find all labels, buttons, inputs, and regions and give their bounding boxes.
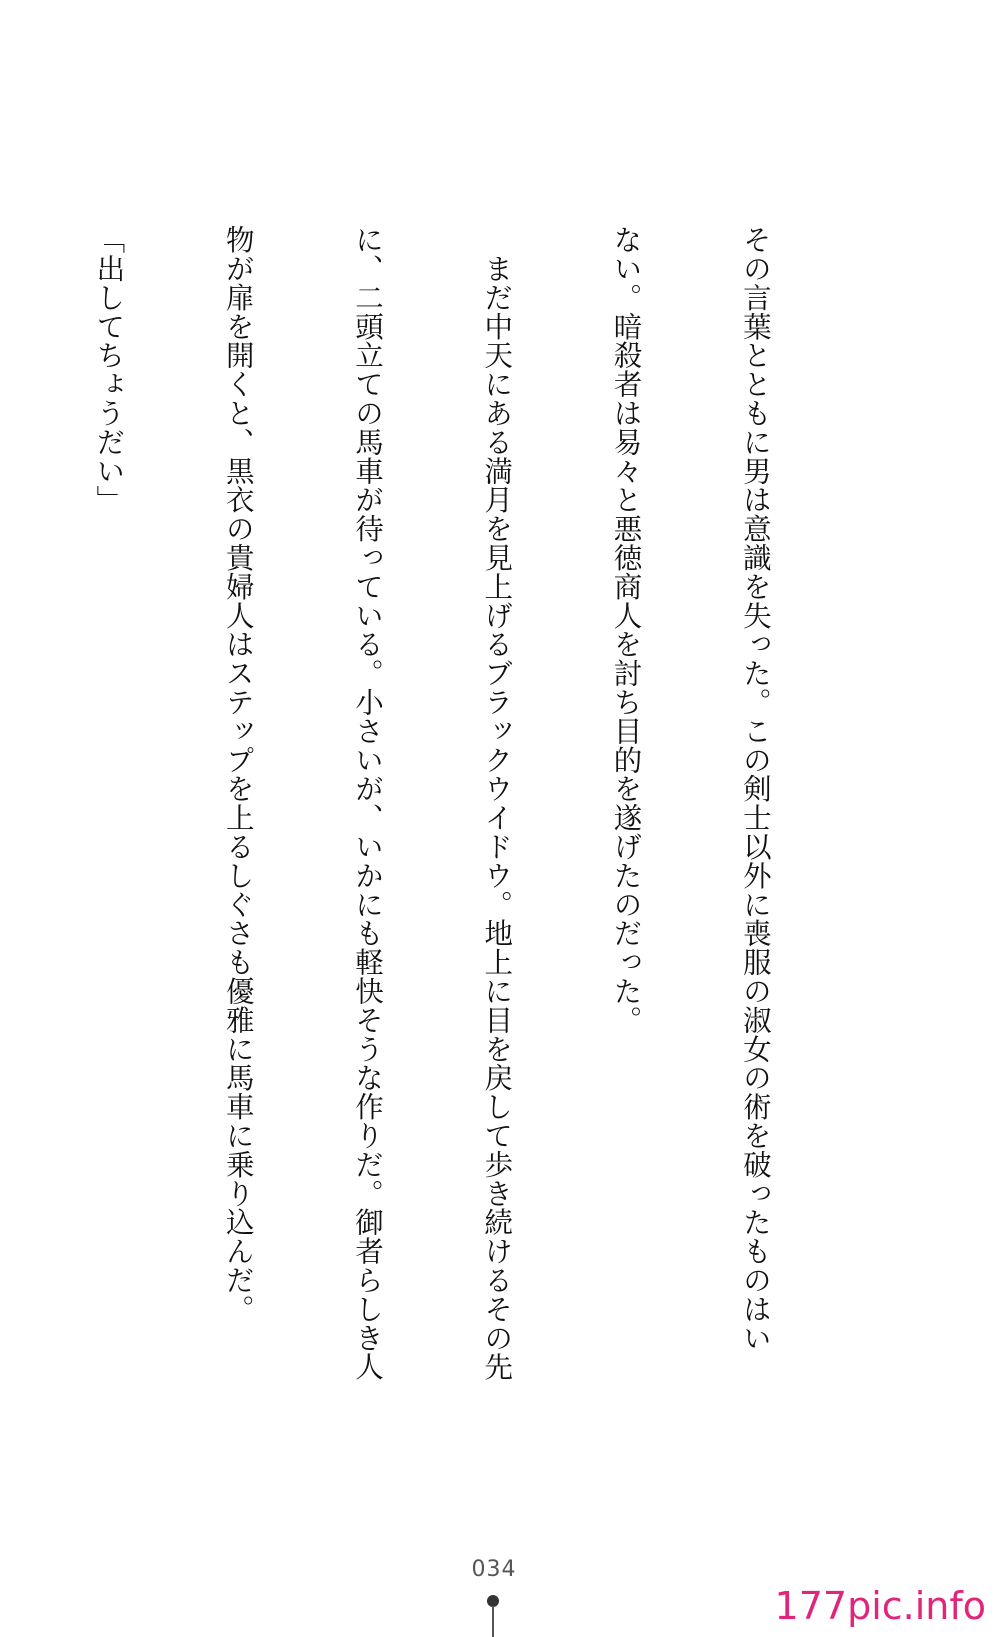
text-line: に、二頭立ての馬車が待っている。小さいが、いかにも軽快そうな作りだ。御者らしき人 — [350, 225, 384, 1381]
pin-stem — [492, 1606, 494, 1637]
text-line: 物が扉を開くと、黒衣の貴婦人はステップを上るしぐさも優雅に馬車に乗り込んだ。 — [221, 225, 255, 1324]
text-line — [0, 225, 1, 1375]
page-marker-pin-icon — [487, 1595, 499, 1637]
text-line: まだ中天にある満月を見上げるブラックウイドウ。地上に目を戻して歩き続けるその先 — [480, 225, 514, 1381]
page-number: 034 — [471, 1557, 517, 1582]
text-line: 「出してちょうだい」 — [92, 225, 126, 514]
body-text — [92, 225, 863, 1381]
text-line: ない。暗殺者は易々と悪徳商人を討ち目的を遂げたのだった。 — [609, 225, 643, 1035]
watermark: 177pic.info — [774, 1584, 986, 1628]
text-line: その言葉とともに男は意識を失った。この剣士以外に喪服の淑女の術を破ったものはい — [738, 225, 772, 1353]
